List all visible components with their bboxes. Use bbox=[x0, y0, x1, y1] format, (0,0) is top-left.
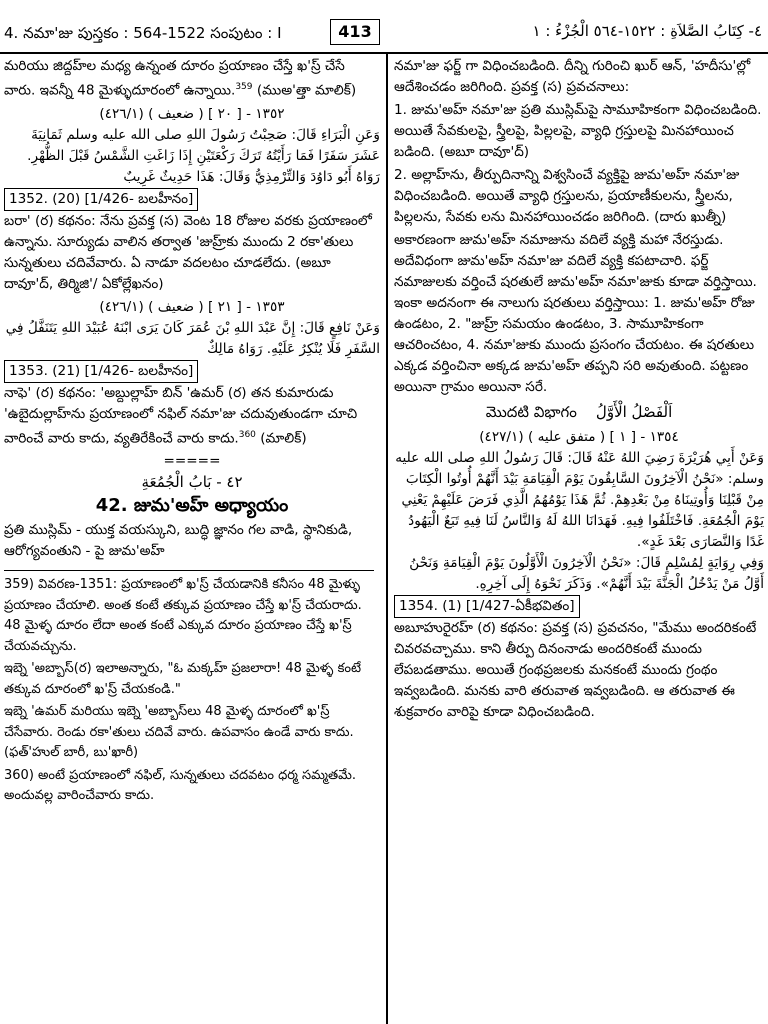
page-header bbox=[0, 0, 768, 54]
footnote-360: 360) అంటే ప్రయాణంలో నఫిల్, సున్నతులు చదవటం ధర్మ సమ్మతమే. అందువల్ల వారించేవారు కాదు. bbox=[4, 767, 356, 804]
hadith-1352-label-wrap bbox=[4, 188, 380, 211]
chapter-separator: ===== bbox=[163, 453, 221, 470]
hadith-1353-source: (మాలిక్) bbox=[255, 430, 307, 447]
hadith-1353-arabic: وَعَنْ نَافِعٍ قَالَ: إِنَّ عَبْدَ اللهِ بْنَ عُمَرَ كَانَ يَرَى ابْنَهُ عُبَيْدَ اللهِ يَتَنَفَّلُ فِي السَّفَرِ فَلَا يُنْكِرُ عَلَيْهِ. رَوَاهُ مَالِكٌ bbox=[5, 319, 380, 357]
hadith-1354-arabic: وَعَنْ أَبِي هُرَيْرَةَ رَضِيَ اللهُ عَنْهُ قَالَ: قَالَ رَسُولُ اللهِ صلى الله عليه وسلم: «نَحْنُ الْآخِرُونَ السَّابِقُونَ يَوْمَ الْقِيَامَةِ بَيْدَ أَنَّهُمْ أُوتُوا الْكِتَابَ مِنْ قَبْلِنَا وَأُوتِينَاهُ مِنْ بَعْدِهِمْ. ثُمَّ هَذَا يَوْمُهُمُ الَّذِي فَرَضَ عَلَيْهِمْ يَعْنِي يَوْمَ الْجُمُعَةِ. فَاخْتَلَفُوا فِيهِ. فَهَدَانَا اللهُ لَهُ وَالنَّاسُ لَنَا فِيهِ تَبَعٌ الْيَهُودُ غَدًا وَالنَّصَارَى بَعْدَ غَدٍ». bbox=[395, 450, 764, 550]
hadith-1353-telugu: నాఫె' (ర) కథనం: 'అబ్దుల్లాహ్ బిన్ 'ఉమర్ (ర) తన కుమారుడు 'ఉబైదుల్లాహ్‌ను ప్రయాణంలో నఫిల్ నమా'జు చదువుతుండగా చూచి వారించే వారు కాదు, వ్యతిరేకించే వారు కాదు. bbox=[4, 384, 358, 447]
hadith-1353-telugu-para bbox=[4, 383, 380, 450]
hadith-1352-telugu: బరా' (ర) కథనం: నేను ప్రవక్త (స) వెంట 18 రోజుల వరకు ప్రయాణంలో ఉన్నాను. సూర్యుడు వాలిన తర్వాత 'జుహ్ర్‌కు ముందు 2 రకా'తులు సున్నతులు చదివేవారు. ఏ నాడూ వదలటం చూడలేదు. (అబూ దావూ'ద్, తిర్మిజి'/ ఏకోల్లేఖనం) bbox=[4, 212, 372, 292]
section-title-telugu: మొదటి విభాగం bbox=[485, 403, 577, 421]
footnote-ref-359[interactable]: 359 bbox=[235, 82, 253, 92]
hadith-1353-ref: ١٣٥٣ - [ ٢١ ] ( ضعيف ) (٤٢٦/١) bbox=[99, 298, 285, 315]
page-number: 413 bbox=[330, 19, 380, 45]
chapter-intro-cont: నమా'జు ఫర్జ్ గా విధించబడింది. దీన్ని గురించి ఖుర్ ఆన్, 'హదీసు'ల్లో ఆదేశించడం జరిగింది. ప్రవక్త (స) ప్రవచనాలు: bbox=[394, 58, 751, 95]
saying-2: 2. అల్లాహ్‌ను, తీర్పుదినాన్ని విశ్వసించే వ్యక్తిపై జుమ'అహ్ నమా'జు విధించబడింది. అయితే వ్యాధి గ్రస్తులను, ప్రయాణీకులను, స్త్రీలను, పిల్లలను, సేవకు లను మినహాయించడం జరిగింది. (దారు ఖుత్నీ) bbox=[394, 167, 740, 225]
intro-source: (ముఅ'త్తా మాలిక్) bbox=[252, 82, 357, 99]
hadith-1352-arabic: وَعَنِ الْبَرَاءِ قَالَ: صَحِبْتُ رَسُولَ اللهِ صلى الله عليه وسلم ثَمَانِيَةَ عَشَرَ سَفَرًا فَمَا رَأَيْتُهُ تَرَكَ رَكْعَتَيْنِ إِذَا زَاغَتِ الشَّمْسُ قَبْلَ الظُّهْرِ. رَوَاهُ أَبُو دَاوُدَ وَالتِّرْمِذِيُّ وَقَالَ: هَذَا حَدِيثٌ غَرِيبٌ bbox=[27, 126, 380, 185]
chapter-title: 42. జుమ'అహ్ అధ్యాయం bbox=[95, 495, 289, 517]
left-column bbox=[4, 56, 380, 809]
intro-paragraph bbox=[4, 56, 380, 102]
section-heading bbox=[394, 402, 764, 423]
chapter-title-arabic: ٤٢ - بَابُ الْجُمُعَةِ bbox=[141, 473, 243, 492]
column-divider bbox=[386, 52, 388, 1024]
section-title-arabic: اَلْفَصْلُ الْأَوَّلُ bbox=[595, 403, 673, 421]
hadith-1354-ref: ١٣٥٤ - [ ١ ] ( متفق عليه ) (٤٢٧/١) bbox=[479, 429, 679, 445]
footnote-359: 359) వివరణ-1351: ప్రయాణంలో ఖ'స్ర్ చేయడానికి కనీసం 48 మైళ్ళు ప్రయాణం చేయాలి. అంత కంటే తక్కువ ప్రయాణం చేస్తే ఖ'స్ర్ చేయరాదు. 48 మైళ్ళ దూరం లేదా అంత కంటే ఎక్కువ దూరం ప్రయాణం చేస్తే ఖ'స్ర్ చేయవచ్చును. bbox=[4, 577, 362, 654]
hadith-1353-label-wrap bbox=[4, 360, 380, 383]
header-right-title: ٤- كِتَابُ الصَّلاَةِ : ١٥٢٢-٥٦٤ الْجُزْءُ : ١ bbox=[532, 22, 762, 40]
hadith-1352-ref: ١٣٥٢ - [ ٢٠ ] ( ضعيف ) (٤٢٦/١) bbox=[99, 105, 285, 122]
header-left-title: 4. నమా'జు పుస్తకం : 564-1522 సంపుటం : I bbox=[4, 24, 282, 42]
hadith-1354-telugu: అబూహురైరహ్ (ర) కథనం: ప్రవక్త (స) ప్రవచనం, "మేము అందరికంటే చివరవచ్చాము. కాని తీర్పు దినంనాడు అందరికంటే ముందు లేపబడతాము. అయితే గ్రంథప్రజలకు మనకంటే ముందు గ్రంథం ఇవ్వబడింది. మనకు వారి తరువాత ఇవ్వబడింది. ఆ తరువాత ఈ శుక్రవారం వారిపై కూడా విధించబడింది. bbox=[394, 620, 757, 720]
hadith-1354-label: 1354. (1) [1/427-ఏకీభవితం] bbox=[394, 595, 580, 618]
saying-1: 1. జుమ'అహ్ నమా'జు ప్రతి ముస్లిమ్‌పై సామూహికంగా విధించబడింది. అయితే సేవకులపై, స్త్రీలపై, పిల్లలపై, వ్యాధి గ్రస్తులపై మినహాయించ బడింది. (అబూ దావూ'ద్) bbox=[394, 102, 762, 160]
footnote-359-c: ఇబ్నె 'ఉమర్ మరియు ఇబ్నె 'అబ్బాస్‌లు 48 మైళ్ళ దూరంలో ఖ'స్ర్ చేసేవారు. రెండు రకా'తులు చదివే వారు. ఉపవాసం ఉండే వారు కాదు. (ఫత్'హుల్ బారీ, బు'ఖారీ) bbox=[4, 704, 354, 761]
footnote-359-b: ఇబ్నె 'అబ్బాస్(ర) ఇలాఅన్నారు, "ఓ మక్కహ్ ప్రజలారా! 48 మైళ్ళ కంటే తక్కువ దూరంలో ఖ'స్ర్ చేయకండి." bbox=[4, 661, 361, 697]
hadith-1352-label: 1352. (20) [1/426- బలహీనం] bbox=[4, 188, 198, 211]
hadith-1354-arabic-muslim: وَفِي رِوَايَةٍ لِمُسْلِمٍ قَالَ: «نَحْنُ الْآخِرُونَ الْأَوَّلُونَ يَوْمَ الْقِيَامَةِ وَنَحْنُ أَوَّلُ مَنْ يَدْخُلُ الْجَنَّةَ بَيْدَ أَنَّهُمْ». وَذَكَرَ نَحْوَهُ إِلَى آخِرِهِ. bbox=[409, 555, 764, 592]
right-column bbox=[394, 56, 764, 725]
chapter-intro: ప్రతి ముస్లిమ్ - యుక్త వయస్కుని, బుద్ధి జ్ఞానం గల వాడి, స్థానికుడి, ఆరోగ్యవంతుని - పై జుమ'అహ్ bbox=[4, 522, 353, 560]
conditions-paragraph: అకారణంగా జుమ'అహ్ నమాజును వదిలే వ్యక్తి మహా నేరస్తుడు. అదేవిధంగా జుమ'అహ్ నమా'జు వదిలే వ్యక్తి కపటాచారి. ఫర్జ్ నమాజులకు వర్తించే షరతులే జుమ'అహ్ నమా'జుకు కూడా వర్తిస్తాయి. ఇంకా అదనంగా ఈ నాలుగు షరతులు వర్తిస్తాయి: 1. జుమ'అహ్ రోజు ఉండటం, 2. "జుహ్ర్ సమయం ఉండటం, 3. సామూహికంగా ఆచరించటం, 4. నమా'జుకు ముందు ప్రసంగం చేయటం. ఈ షరతులు ఎక్కడ వర్తించినా అక్కడ జుమ'అహ్ తప్పని సరి అవుతుంది. పట్టణం అయినా గ్రామం అయినా సరే. bbox=[394, 232, 757, 395]
hadith-1353-label: 1353. (21) [1/426- బలహీనం] bbox=[4, 360, 198, 383]
footnote-separator bbox=[4, 570, 374, 571]
footnote-ref-360[interactable]: 360 bbox=[238, 429, 256, 440]
intro-text: మరియు జిద్దహ్‌ల మధ్య ఉన్నంత దూరం ప్రయాణం చేస్తే ఖ'స్ర్ చేసే వారు. ఇవన్నీ 48 మైళ్ళుదూరంలో ఉన్నాయి. bbox=[4, 58, 345, 99]
hadith-1354-label-wrap bbox=[394, 595, 764, 618]
